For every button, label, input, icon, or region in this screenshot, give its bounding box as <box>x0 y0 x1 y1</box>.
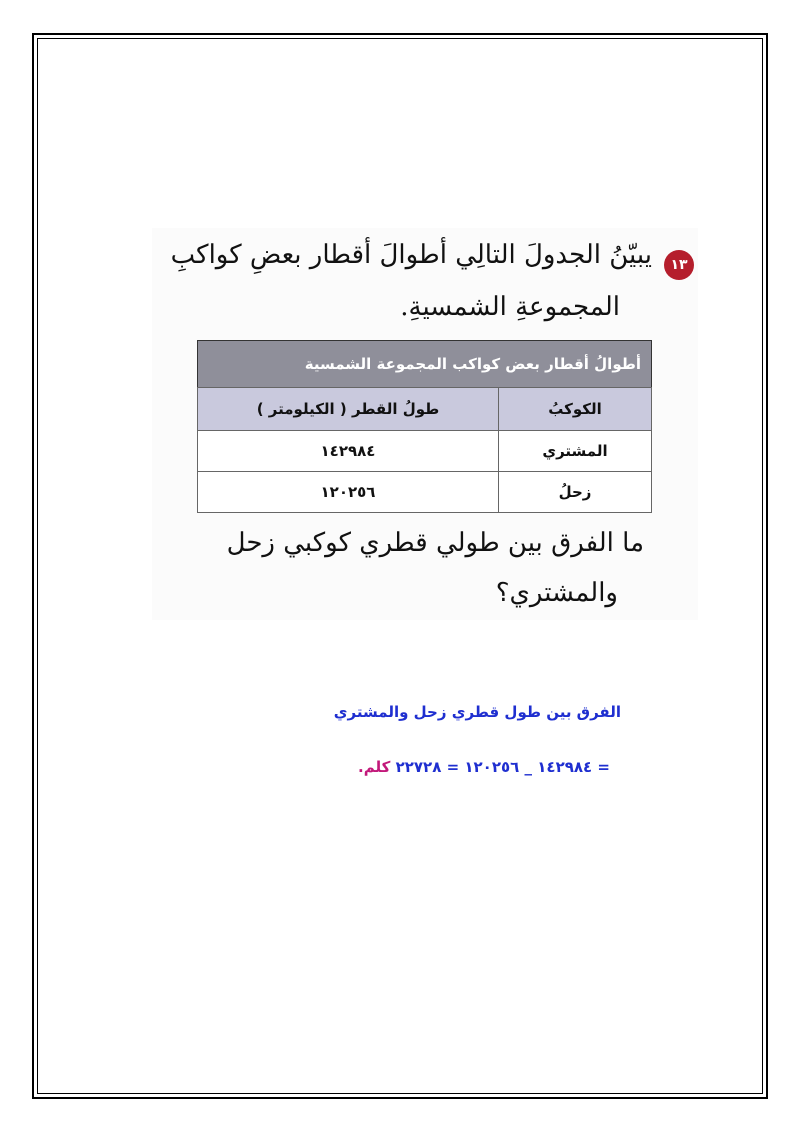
diameter-value-cell: ١٤٢٩٨٤ <box>198 431 499 472</box>
question-intro-line1: يبيّنُ الجدولَ التالِي أطوالَ أقطار بعضِ كواكبِ <box>170 240 652 270</box>
answer-equation-line <box>358 758 610 776</box>
planet-name-cell: المشتري <box>499 431 652 472</box>
table-caption: أطوالُ أقطار بعض كواكب المجموعة الشمسية <box>198 341 652 388</box>
question-text-line2: والمشتري؟ <box>495 578 618 608</box>
planet-name-cell: زحلُ <box>499 472 652 513</box>
answer-unit: كلم. <box>358 758 391 776</box>
table-row <box>198 472 652 513</box>
planet-diameter-table <box>197 340 652 513</box>
question-intro-line2: المجموعةِ الشمسيةِ. <box>400 292 620 322</box>
table-row <box>198 431 652 472</box>
question-text-line1: ما الفرق بين طولي قطري كوكبي زحل <box>226 528 644 558</box>
answer-equation: = ١٤٢٩٨٤ _ ١٢٠٢٥٦ = ٢٢٧٢٨ <box>395 758 610 776</box>
header-planet: الكوكبُ <box>499 388 652 431</box>
header-diameter: طولُ القطر ( الكيلومتر ) <box>198 388 499 431</box>
diameter-value-cell: ١٢٠٢٥٦ <box>198 472 499 513</box>
problem-scan <box>152 228 698 620</box>
question-number-badge: ١٣ <box>664 250 694 280</box>
answer-title: الفرق بين طول قطري زحل والمشتري <box>333 703 621 721</box>
